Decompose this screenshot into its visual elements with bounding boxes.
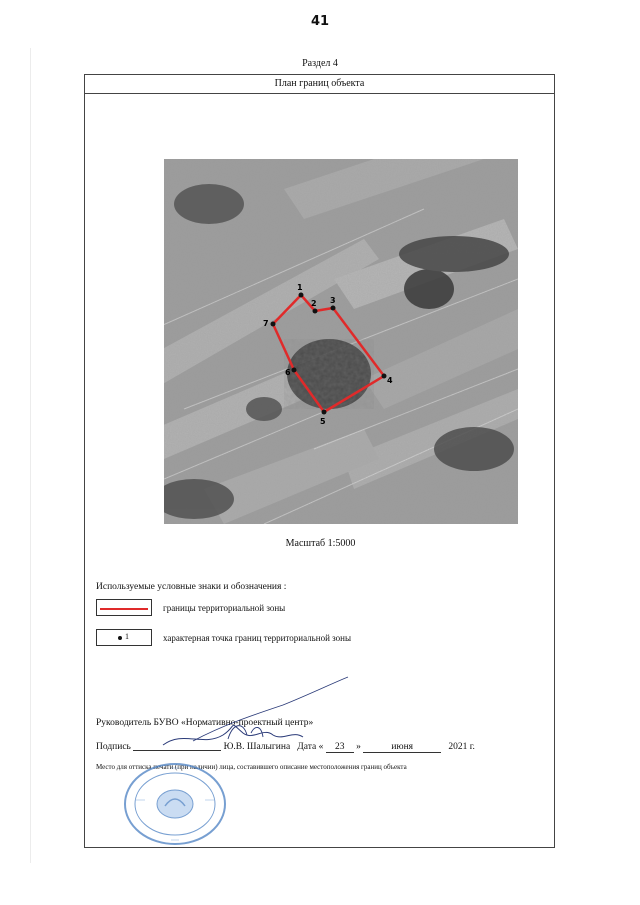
page-edge [30,48,31,863]
point-label: 3 [330,296,336,305]
date-quote-close: » [356,742,361,752]
date-month: июня [363,742,441,753]
section-label: Раздел 4 [302,58,338,69]
date-year: 2021 г. [448,742,475,752]
signatory-name: Ю.В. Шалыгина [223,742,291,752]
date-day: 23 [326,742,354,753]
satellite-map [164,159,518,524]
seal-stamp-icon [121,760,229,848]
point-label: 2 [311,299,317,308]
point-marker [382,374,387,379]
point-marker [322,410,327,415]
handwritten-signature-icon [133,675,353,755]
point-label: 5 [320,417,326,426]
signatory-head: Руководитель БУВО «Нормативно-проектный центр» [96,718,314,728]
point-marker [331,306,336,311]
page-number: 41 [310,14,330,29]
legend-line-label: границы территориальной зоны [163,603,286,613]
red-boundary-line-icon [100,608,148,610]
legend-point-label: характерная точка границ территориальной зоны [163,633,352,643]
point-marker [299,293,304,298]
plan-frame [84,74,555,848]
point-marker [271,322,276,327]
point-label: 1 [297,283,303,292]
legend-line-swatch [96,599,152,616]
sign-label: Подпись [96,742,131,752]
point-label: 7 [263,319,269,328]
legend-point-swatch [96,629,152,646]
point-dot-icon [118,636,122,640]
point-label: 6 [285,368,291,377]
date-label: Дата « [297,742,324,752]
point-marker [313,309,318,314]
stamp-note: Место для оттиска печати (при наличии) лица, составившего описание местоположения границ объекта [96,763,407,771]
frame-header: План границ объекта [85,75,554,94]
scale-label: Масштаб 1:5000 [285,538,356,549]
legend-title: Используемые условные знаки и обозначения : [96,582,287,592]
legend-point-num: 1 [125,632,129,641]
point-marker [292,368,297,373]
point-label: 4 [387,376,393,385]
